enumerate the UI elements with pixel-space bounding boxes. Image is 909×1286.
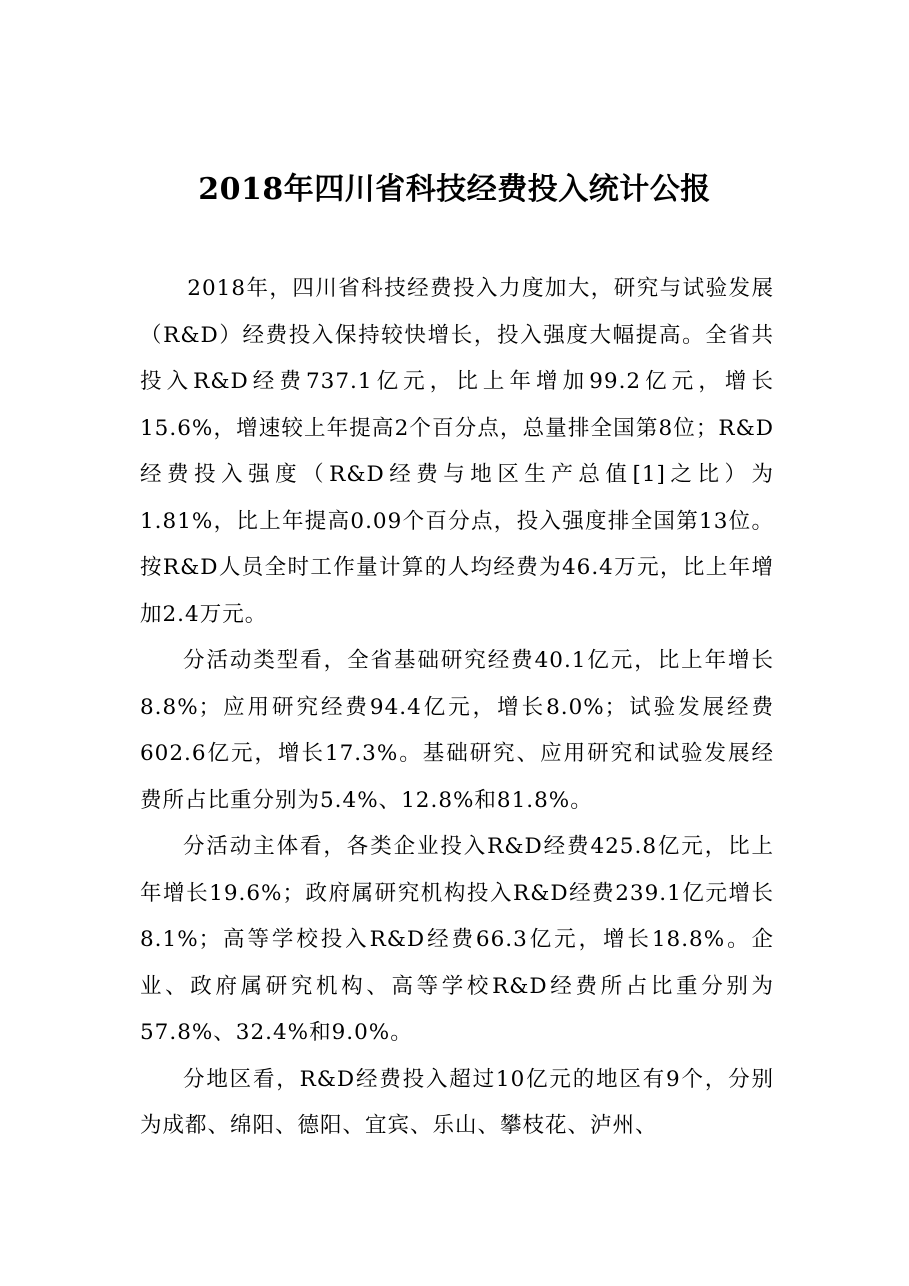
paragraph-activity-subject: 分活动主体看，各类企业投入R&D经费425.8亿元，比上年增长19.6%；政府属研究机构投入R&D经费239.1亿元增长8.1%；高等学校投入R&D经费66.3亿元，增长18.8%。企业、政府属研究机构、高等学校R&D经费所占比重分别为57.8%、32.4%和9.0%。 <box>140 834 774 1045</box>
document-body <box>140 266 774 1150</box>
paragraph-region: 分地区看，R&D经费投入超过10亿元的地区有9个，分别为成都、绵阳、德阳、宜宾、乐山、攀枝花、泸州、 <box>140 1066 774 1138</box>
paragraph-activity-type: 分活动类型看，全省基础研究经费40.1亿元，比上年增长8.8%；应用研究经费94.4亿元，增长8.0%；试验发展经费602.6亿元，增长17.3%。基础研究、应用研究和试验发展经费所占比重分别为5.4%、12.8%和81.8%。 <box>140 648 774 813</box>
document-title: 2018年四川省科技经费投入统计公报 <box>198 172 711 207</box>
paragraph-overview: 2018年，四川省科技经费投入力度加大，研究与试验发展（R&D）经费投入保持较快增长，投入强度大幅提高。全省共投入R&D经费737.1亿元，比上年增加99.2亿元，增长15.6%，增速较上年提高2个百分点，总量排全国第8位；R&D经费投入强度（R&D经费与地区生产总值[1]之比）为1.81%，比上年提高0.09个百分点，投入强度排全国第13位。按R&D人员全时工作量计算的人均经费为46.4万元，比上年增加2.4万元。 <box>140 276 774 627</box>
